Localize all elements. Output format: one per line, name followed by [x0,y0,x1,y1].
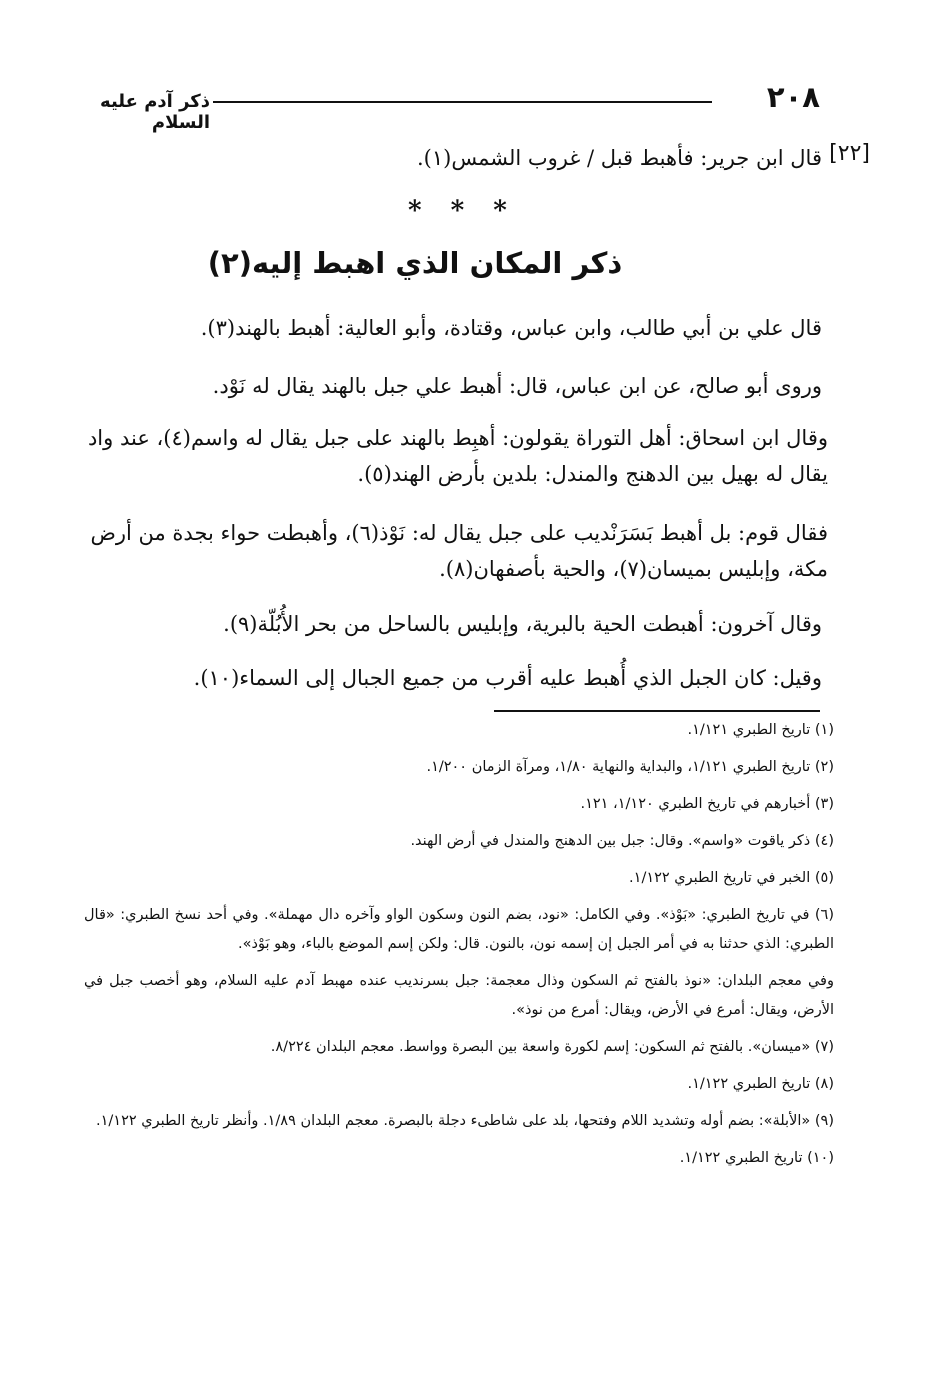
paragraph-1: قال علي بن أبي طالب، وابن عباس، وقتادة، وأبو العالية: أهبط بالهند(٣). [200,316,822,340]
footnote-8: (٨) تاريخ الطبري ١/١٢٢. [687,1076,834,1092]
paragraph-2: وروى أبو صالح، عن ابن عباس، قال: أهبط علي جبل بالهند يقال له نَوْد. [212,374,822,398]
running-title: ذكر آدم عليه السلام [100,91,210,133]
footnote-10: (١٠) تاريخ الطبري ١/١٢٢. [679,1150,834,1166]
footnote-6: (٦) في تاريخ الطبري: «بَوْذ». وفي الكامل: «نود، بضم النون وسكون الواو وآخره دال مهملة». وفي أحد نسخ الطبري: «قال الطبري: الذي حدثنا به في أمر الجبل إن إسمه نون، بالنون. قال: ولكن إسم الموضع بالباء، وهو بَوْذ». [84,907,834,952]
footnote-2: (٢) تاريخ الطبري ١/١٢١، والبداية والنهاية ١/٨٠، ومرآة الزمان ١/٢٠٠. [426,759,834,775]
footnote-1: (١) تاريخ الطبري ١/١٢١. [687,722,834,738]
footnote-5: (٥) الخبر في تاريخ الطبري ١/١٢٢. [629,870,834,886]
side-marker: [٢٢] [829,141,870,166]
separator-stars: * * * [408,196,517,226]
footnotes [84,716,834,1181]
paragraph-5: وقال آخرون: أهبطت الحية بالبرية، وإبليس بالساحل من بحر الأُبُلّة(٩). [223,612,822,636]
paragraph-4: فقال قوم: بل أهبط بَسَرَنْديب على جبل يقال له: نَوْذ(٦)، وأهبطت حواء بجدة من أرض مكة، وإبليس بميسان(٧)، والحية بأصفهان(٨). [90,521,828,581]
footnote-rule [494,710,820,712]
page-number: ٢٠٨ [766,80,820,114]
paragraph-3: وقال ابن اسحاق: أهل التوراة يقولون: أهبِط بالهند على جبل يقال له واسم(٤)، عند واد يقال له بهيل بين الدهنج والمندل: بلدين بأرض الهند(٥). [87,426,828,486]
paragraph-6: وقيل: كان الجبل الذي أُهبط عليه أقرب من جميع الجبال إلى السماء(١٠). [193,666,822,690]
footnote-6-continued: وفي معجم البلدان: «نوذ بالفتح ثم السكون وذال معجمة: جبل بسرنديب عنده مهبط آدم عليه السلام، وهو أخصب جبل في الأرض، ويقال: أمرع في الأرض، ويقال: أمرع من نوذ». [84,973,834,1018]
footnote-9: (٩) «الأبلة»: بضم أوله وتشديد اللام وفتحها، بلد على شاطىء دجلة بالبصرة. معجم البلدان ١/٨٩. وأنظر تاريخ الطبري ١/١٢٢. [96,1113,834,1129]
section-heading: ذكر المكان الذي اهبط إليه(٢) [207,246,623,280]
header-rule [213,101,712,103]
footnote-4: (٤) ذكر ياقوت «واسم». وقال: جبل بين الدهنج والمندل في أرض الهند. [410,833,834,849]
footnote-3: (٣) أخبارهم في تاريخ الطبري ١/١٢٠، ١٢١. [580,796,834,812]
footnote-7: (٧) «ميسان». بالفتح ثم السكون: إسم لكورة واسعة بين البصرة وواسط. معجم البلدان ٨/٢٢٤. [270,1039,834,1055]
intro-line: قال ابن جرير: فأهبط قبل / غروب الشمس(١). [416,146,822,170]
